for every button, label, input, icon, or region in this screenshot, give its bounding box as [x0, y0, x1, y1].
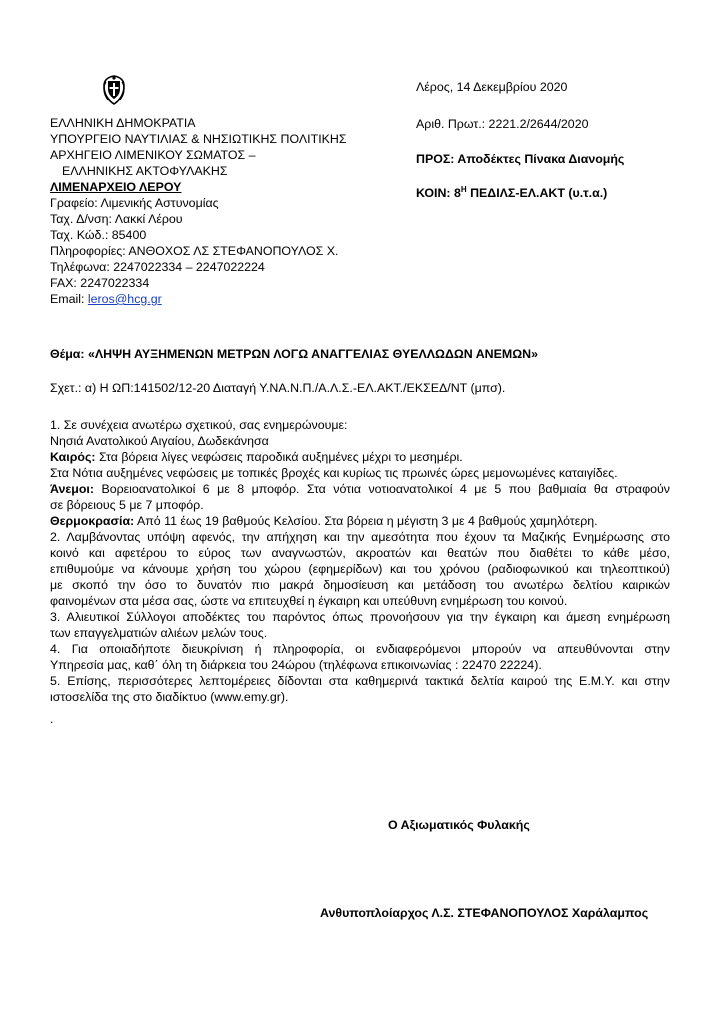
email-line — [50, 291, 347, 307]
place-date: Λέρος, 14 Δεκεμβρίου 2020 — [416, 80, 568, 94]
temperature-line — [50, 513, 670, 529]
info-line: FAX: 2247022334 — [50, 276, 150, 290]
paragraph-5-line: 5. Επίσης, περισσότερες λεπτομέρειες δίδονται στα καθημερινά τακτικά δελτία καιρού της Ε.Μ.Υ. και στην — [50, 674, 670, 688]
document-body — [50, 417, 670, 727]
weather-text: Στα βόρεια λίγες νεφώσεις παροδικά αυξημένες μέχρι το μεσημέρι. — [95, 450, 463, 464]
sender-header — [50, 115, 347, 307]
cc-suffix: ΠΕΔΙΛΣ-ΕΛ.ΑΚΤ (υ.τ.α.) — [466, 186, 608, 200]
protocol-number: Αριθ. Πρωτ.: 2221.2/2644/2020 — [416, 117, 589, 131]
paragraph-5-line: ιστοσελίδα της στο διαδίκτυο (www.emy.gr). — [50, 690, 289, 704]
info-line: Γραφείο: Λιμενικής Αστυνομίας — [50, 196, 219, 210]
paragraph-3-line: των επαγγελματιών αλιέων μελών τους. — [50, 626, 268, 640]
winds-line-2: σε βόρειους 5 με 7 μποφόρ. — [50, 498, 204, 512]
office-name: ΛΙΜΕΝΑΡΧΕΙΟ ΛΕΡΟΥ — [50, 180, 182, 194]
email-label: Email: — [50, 292, 88, 306]
weather-line — [50, 449, 670, 465]
paragraph-2-line: 2. Λαμβάνοντας υπόψη αφενός, την απήχηση και την αμεσότητα που έχουν τα Μαζικής Ενημέρωσης στο — [50, 530, 670, 544]
info-line: Ταχ. Δ/νση: Λακκί Λέρου — [50, 212, 183, 226]
reference-line: Σχετ.: α) Η ΩΠ:141502/12-20 Διαταγή Υ.ΝΑ.Ν.Π./Α.Λ.Σ.-ΕΛ.ΑΚΤ./ΕΚΣΕΔ/ΝΤ (μπσ). — [50, 381, 506, 395]
region-line: Νησιά Ανατολικού Αιγαίου, Δωδεκάνησα — [50, 434, 269, 448]
paragraph-2-line: φαινομένων στα μέσα σας, ώστε να επιτευχθεί η έγκαιρη και υπεύθυνη ενημέρωση του κοινού. — [50, 594, 568, 608]
paragraph-2-line: με σκοπό την όσο το δυνατόν πιο μακρά δημοσίευση και μετάδοση του ανωτέρω δελτίου καιρικών — [50, 578, 670, 592]
email-link[interactable]: leros@hcg.gr — [87, 292, 162, 306]
greek-coat-of-arms-emblem — [100, 74, 128, 106]
subject-line: Θέμα: «ΛΗΨΗ ΑΥΞΗΜΕΝΩΝ ΜΕΤΡΩΝ ΛΟΓΩ ΑΝΑΓΓΕΛΙΑΣ ΘΥΕΛΛΩΔΩΝ ΑΝΕΜΩΝ» — [50, 347, 538, 361]
winds-line — [50, 481, 670, 497]
trailing-dot: . — [50, 712, 54, 726]
weather-line-2: Στα Νότια αυξημένες νεφώσεις με τοπικές βροχές και κυρίως τις πρωινές ώρες μεμονωμένες καταιγίδες. — [50, 466, 618, 480]
info-line: Πληροφορίες: ΑΝΘΟΧΟΣ ΛΣ ΣΤΕΦΑΝΟΠΟΥΛΟΣ Χ. — [50, 244, 339, 258]
header-line: ΥΠΟΥΡΓΕΙΟ ΝΑΥΤΙΛΙΑΣ & ΝΗΣΙΩΤΙΚΗΣ ΠΟΛΙΤΙΚΗΣ — [50, 132, 347, 146]
paragraph-4-line: Υπηρεσία μας, καθ΄ όλη τη διάρκεια του 24ώρου (τηλέφωνα επικοινωνίας : 22470 22224). — [50, 658, 542, 672]
signature-name: Ανθυποπλοίαρχος Λ.Σ. ΣΤΕΦΑΝΟΠΟΥΛΟΣ Χαράλαμπος — [320, 906, 649, 920]
weather-label: Καιρός: — [50, 450, 96, 464]
header-line: ΕΛΛΗΝΙΚΗΣ ΑΚΤΟΦΥΛΑΚΗΣ — [62, 164, 228, 178]
recipients-to: ΠΡΟΣ: Αποδέκτες Πίνακα Διανομής — [416, 152, 625, 166]
paragraph-1: 1. Σε συνέχεια ανωτέρω σχετικού, σας ενημερώνουμε: — [50, 418, 348, 432]
info-line: Τηλέφωνα: 2247022334 – 2247022224 — [50, 260, 265, 274]
header-line: ΕΛΛΗΝΙΚΗ ΔΗΜΟΚΡΑΤΙΑ — [50, 116, 196, 130]
paragraph-2-line: κοινό και αφετέρου το εύρος των αναγνωστών, ακροατών και θεατών που διαθέτει το κάθε μέσο, — [50, 546, 670, 560]
paragraph-4-line: 4. Για οποιαδήποτε διευκρίνιση ή πληροφορία, οι ενδιαφερόμενοι μπορούν να απευθύνονται στην — [50, 642, 670, 656]
signature-title: Ο Αξιωματικός Φυλακής — [388, 818, 530, 832]
info-line: Ταχ. Κώδ.: 85400 — [50, 228, 147, 242]
header-line: ΑΡΧΗΓΕΙΟ ΛΙΜΕΝΙΚΟΥ ΣΩΜΑΤΟΣ – — [50, 148, 256, 162]
cc-superscript: Η — [460, 184, 467, 194]
paragraph-3-line: 3. Αλιευτικοί Σύλλογοι αποδέκτες του παρόντος όπως προνοήσουν για την έγκαιρη και άμεση ενημέρωση — [50, 610, 670, 624]
winds-label: Άνεμοι: — [50, 482, 94, 496]
paragraph-2-line: επιθυμούμε να κάνουμε χρήση του χώρου (εφημερίδων) και του χρόνου (ραδιοφωνικού και τηλεοπτικού) — [50, 562, 670, 576]
cc-prefix: ΚΟΙΝ: 8 — [416, 186, 461, 200]
winds-text: Βορειοανατολικοί 6 με 8 μποφόρ. Στα νότια νοτιοανατολικοί 4 με 5 που βαθμιαία θα στραφούν — [93, 482, 670, 496]
recipients-cc — [416, 186, 607, 200]
temperature-text: Από 11 έως 19 βαθμούς Κελσίου. Στα βόρεια η μέγιστη 3 με 4 βαθμούς χαμηλότερη. — [134, 514, 598, 528]
temperature-label: Θερμοκρασία: — [50, 514, 135, 528]
